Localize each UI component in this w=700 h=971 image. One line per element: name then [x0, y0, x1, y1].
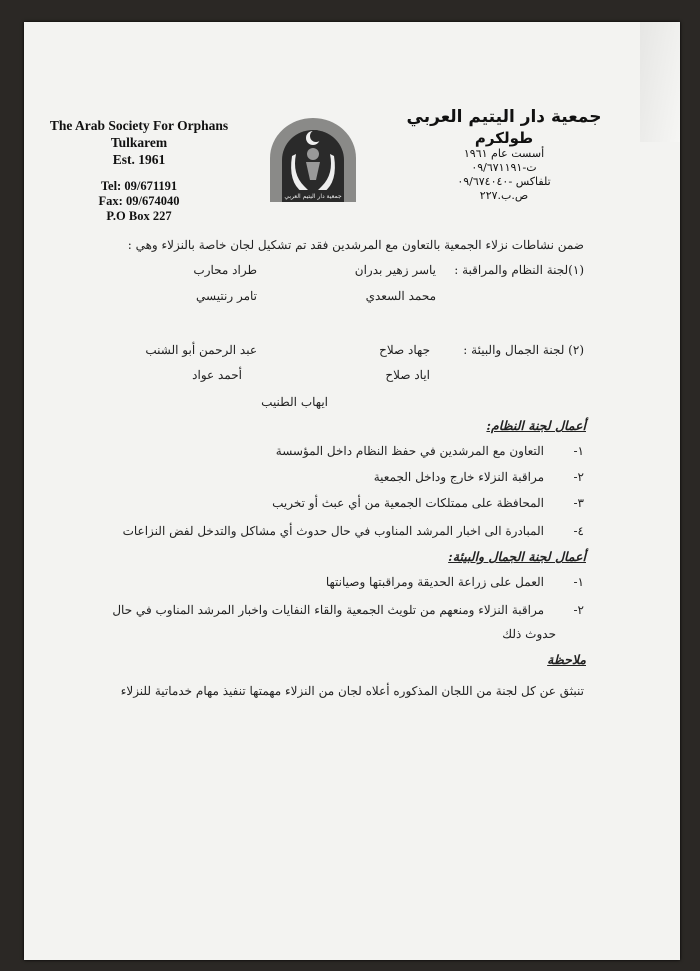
committee2-member: أحمد عواد — [192, 368, 242, 382]
intro-text: ضمن نشاطات نزلاء الجمعية بالتعاون مع المرشدين فقد تم تشكيل لجان خاصة بالنزلاء وهي : — [127, 238, 584, 252]
document-page — [24, 22, 680, 960]
est-ar: أسست عام ١٩٦١ — [463, 147, 545, 160]
list-number: ١- — [573, 575, 584, 589]
tel-ar: ت-٠٩/٦٧١١٩١ — [471, 161, 537, 174]
committee2-member: ايهاب الطنيب — [261, 395, 328, 409]
list-item: مراقبة النزلاء ومنعهم من تلويث الجمعية والقاء النفايات واخبار المرشد المناوب في حال — [112, 603, 544, 617]
committee1-member: محمد السعدي — [365, 289, 436, 303]
list-item: العمل على زراعة الحديقة ومراقبتها وصيانتها — [325, 575, 544, 589]
list-number: ٢- — [573, 603, 584, 617]
section1-title: أعمال لجنة النظام: — [486, 418, 586, 433]
committee1-member: تامر رنتيسي — [196, 289, 257, 303]
list-number: ٤- — [573, 524, 584, 538]
pobox-ar: ص.ب.٢٢٧ — [479, 189, 529, 202]
org-name-en: The Arab Society For Orphans — [49, 118, 229, 133]
list-number: ٢- — [573, 470, 584, 484]
list-item: التعاون مع المرشدين في حفظ النظام داخل المؤسسة — [275, 444, 544, 458]
list-item: المبادرة الى اخبار المرشد المناوب في حال حدوث أي مشاكل والتدخل لفض النزاعات — [122, 524, 544, 538]
est-en: Est. 1961 — [112, 152, 166, 167]
list-item: مراقبة النزلاء خارج وداخل الجمعية — [373, 470, 544, 484]
committee2-member: اياد صلاح — [385, 368, 430, 382]
committee1-member: ياسر زهير بدران — [354, 263, 436, 277]
list-number: ١- — [573, 444, 584, 458]
list-number: ٣- — [573, 496, 584, 510]
logo-text: جمعية دار اليتيم العربي — [284, 193, 342, 200]
committee1-label: (١)لجنة النظام والمراقبة : — [454, 263, 584, 277]
society-logo — [268, 118, 358, 204]
section2-title: أعمال لجنة الجمال والبيئة: — [448, 549, 586, 564]
list-item: المحافظة على ممتلكات الجمعية من أي عبث أو تخريب — [272, 496, 544, 510]
org-name-ar: جمعية دار اليتيم العربي — [406, 107, 602, 127]
committee2-member: عبد الرحمن أبو الشنب — [145, 343, 257, 357]
committee1-member: طراد محارب — [193, 263, 257, 277]
city-en: Tulkarem — [110, 135, 168, 150]
note-text: تنبثق عن كل لجنة من اللجان المذكوره أعلاه لجان من النزلاء مهمتها تنفيذ مهام خدماتية للنزلاء — [120, 684, 584, 698]
letterhead-english — [44, 117, 234, 168]
contact-english — [44, 179, 234, 224]
list-item-continuation: حدوث ذلك — [502, 627, 556, 641]
committee2-member: جهاد صلاح — [379, 343, 430, 357]
city-ar: طولكرم — [474, 129, 534, 147]
fax-ar: تلفاكس -٠٩/٦٧٤٠٤٠ — [457, 175, 551, 188]
page-fold — [640, 22, 680, 142]
note-title: ملاحظة — [547, 652, 586, 667]
letterhead-arabic — [394, 107, 614, 203]
pobox-en: P.O Box 227 — [106, 209, 172, 223]
committee2-label: (٢) لجنة الجمال والبيئة : — [463, 343, 584, 357]
tel-en: Tel: 09/671191 — [100, 179, 178, 193]
fax-en: Fax: 09/674040 — [98, 194, 180, 208]
